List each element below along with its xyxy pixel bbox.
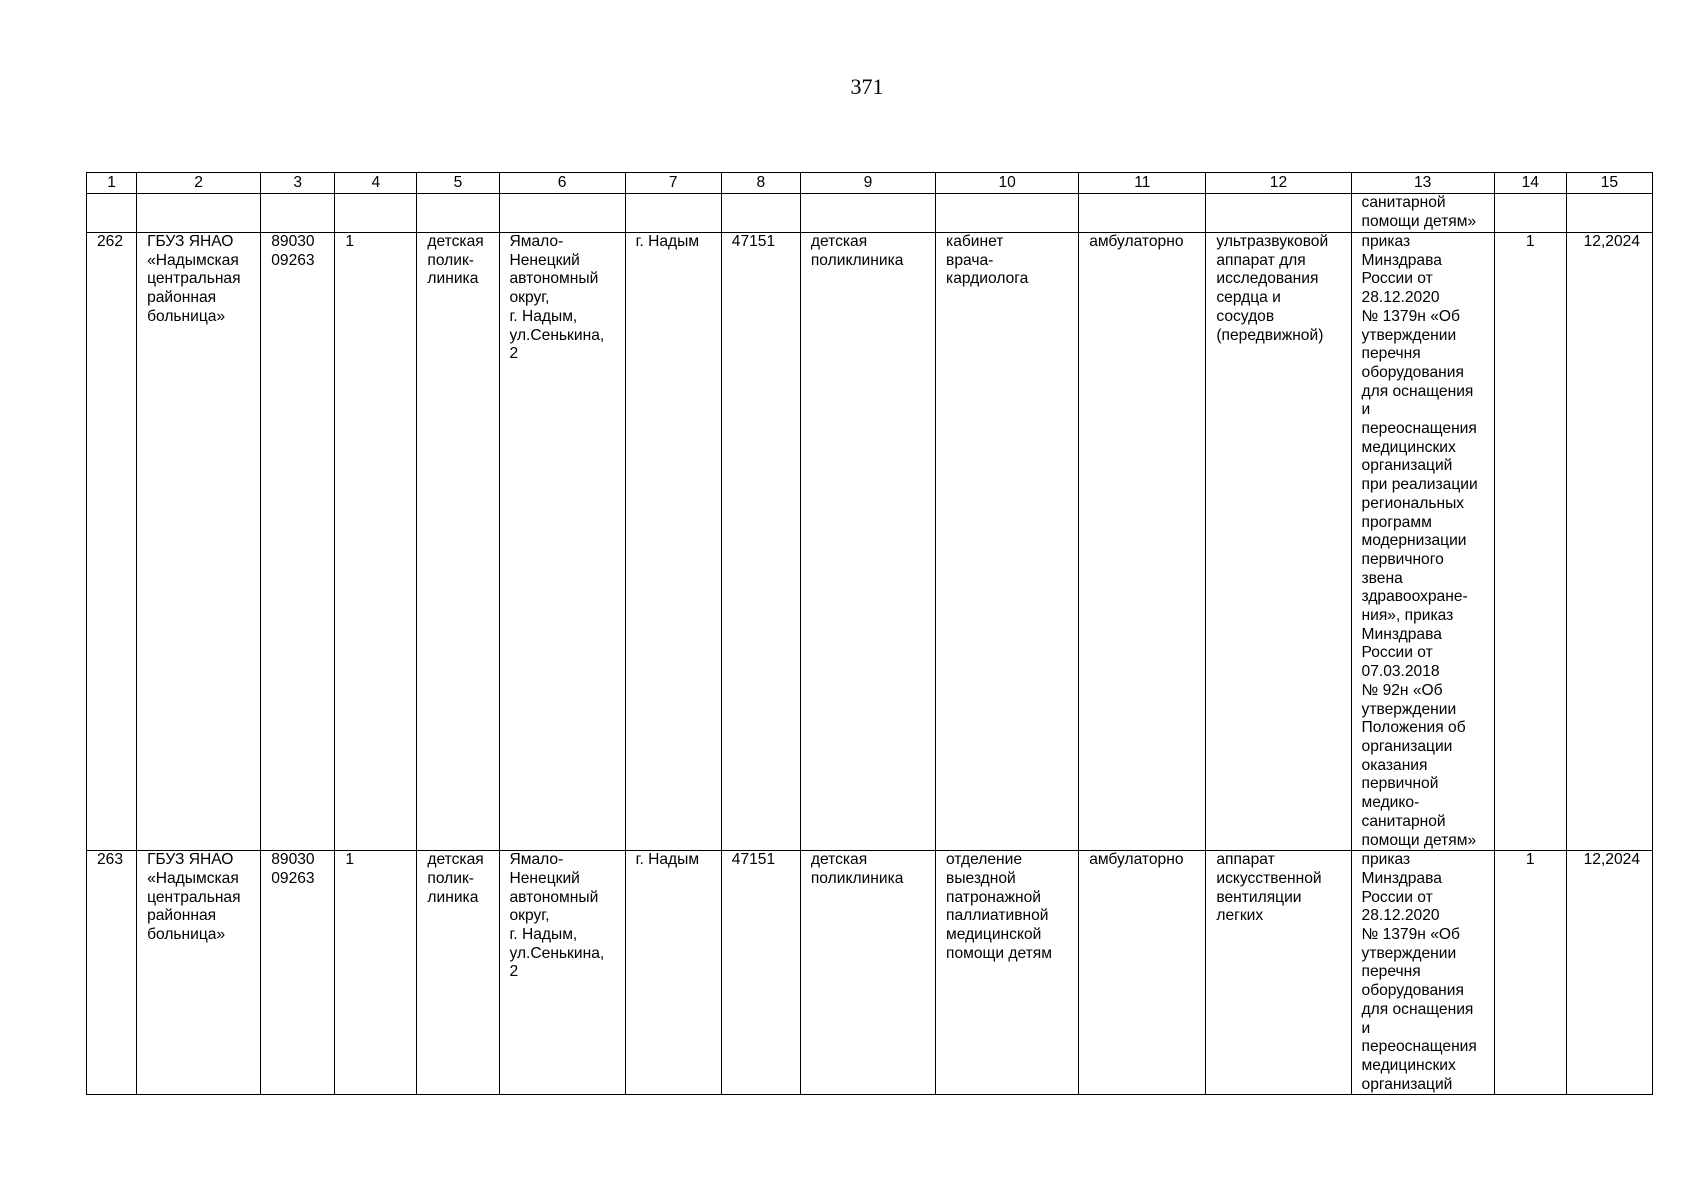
column-number: 11 [1079, 173, 1206, 194]
column-number: 1 [87, 173, 137, 194]
organization-cell: ГБУЗ ЯНАО «Надымская центральная районная больница» [137, 851, 261, 1095]
facility-cell: детская поликлиника [800, 233, 935, 851]
oktmo-cell: 47151 [721, 851, 800, 1095]
department-cell: кабинет врача- кардиолога [936, 233, 1079, 851]
column-number: 14 [1494, 173, 1566, 194]
legal-basis-cell: санитарной помощи детям» [1351, 194, 1494, 233]
table-cell [936, 194, 1079, 233]
unit-type-cell: детская полик- линика [417, 233, 499, 851]
legal-basis-cell: приказ Минздрава России от 28.12.2020 № 1379н «Об утверждении перечня оборудования для оснащения и переоснащения медицинских организаций [1351, 851, 1494, 1095]
organization-cell: ГБУЗ ЯНАО «Надымская центральная районная больница» [137, 233, 261, 851]
table-cell [261, 194, 335, 233]
table-cell [335, 194, 417, 233]
care-form-cell: амбулаторно [1079, 851, 1206, 1095]
continuation-row [87, 194, 1653, 233]
table-cell [721, 194, 800, 233]
column-number: 8 [721, 173, 800, 194]
table-row [87, 851, 1653, 1095]
table-cell [1079, 194, 1206, 233]
table-row [87, 233, 1653, 851]
city-cell: г. Надым [625, 233, 721, 851]
column-number: 12 [1206, 173, 1351, 194]
code-cell: 89030 09263 [261, 851, 335, 1095]
column-number: 10 [936, 173, 1079, 194]
address-cell: Ямало- Ненецкий автономный округ, г. Надым, ул.Сенькина, 2 [499, 851, 625, 1095]
page-number: 371 [850, 74, 884, 99]
table-cell [800, 194, 935, 233]
table-cell [1566, 194, 1652, 233]
table-cell [1206, 194, 1351, 233]
column-number: 2 [137, 173, 261, 194]
equipment-cell: аппарат искусственной вентиляции легких [1206, 851, 1351, 1095]
equipment-cell: ультразвуковой аппарат для исследования сердца и сосудов (передвижной) [1206, 233, 1351, 851]
table-cell [499, 194, 625, 233]
column-number: 6 [499, 173, 625, 194]
city-cell: г. Надым [625, 851, 721, 1095]
department-cell: отделение выездной патронажной паллиативной медицинской помощи детям [936, 851, 1079, 1095]
column-number: 5 [417, 173, 499, 194]
column-number: 4 [335, 173, 417, 194]
row-number-cell: 262 [87, 233, 137, 851]
column-number-row [87, 173, 1653, 194]
table-cell [1494, 194, 1566, 233]
row-number-cell: 263 [87, 851, 137, 1095]
count-cell: 1 [335, 233, 417, 851]
address-cell: Ямало- Ненецкий автономный округ, г. Надым, ул.Сенькина, 2 [499, 233, 625, 851]
quantity-cell: 1 [1494, 233, 1566, 851]
count-cell: 1 [335, 851, 417, 1095]
code-cell: 89030 09263 [261, 233, 335, 851]
quantity-cell: 1 [1494, 851, 1566, 1095]
column-number: 3 [261, 173, 335, 194]
legal-basis-cell: приказ Минздрава России от 28.12.2020 № 1379н «Об утверждении перечня оборудования для оснащения и переоснащения медицинских организаций при реализации региональных программ модернизации первичного звена здравоохране- ния», приказ Минздрава России от 07.03.2018 № 92н «Об утверждении Положения об организации оказания первичной медико- санитарной помощи детям» [1351, 233, 1494, 851]
table-cell [87, 194, 137, 233]
date-cell: 12,2024 [1566, 233, 1652, 851]
table-cell [417, 194, 499, 233]
data-table [86, 172, 1653, 1095]
column-number: 7 [625, 173, 721, 194]
column-number: 15 [1566, 173, 1652, 194]
column-number: 13 [1351, 173, 1494, 194]
date-cell: 12,2024 [1566, 851, 1652, 1095]
table-cell [137, 194, 261, 233]
care-form-cell: амбулаторно [1079, 233, 1206, 851]
oktmo-cell: 47151 [721, 233, 800, 851]
column-number: 9 [800, 173, 935, 194]
unit-type-cell: детская полик- линика [417, 851, 499, 1095]
facility-cell: детская поликлиника [800, 851, 935, 1095]
table-cell [625, 194, 721, 233]
